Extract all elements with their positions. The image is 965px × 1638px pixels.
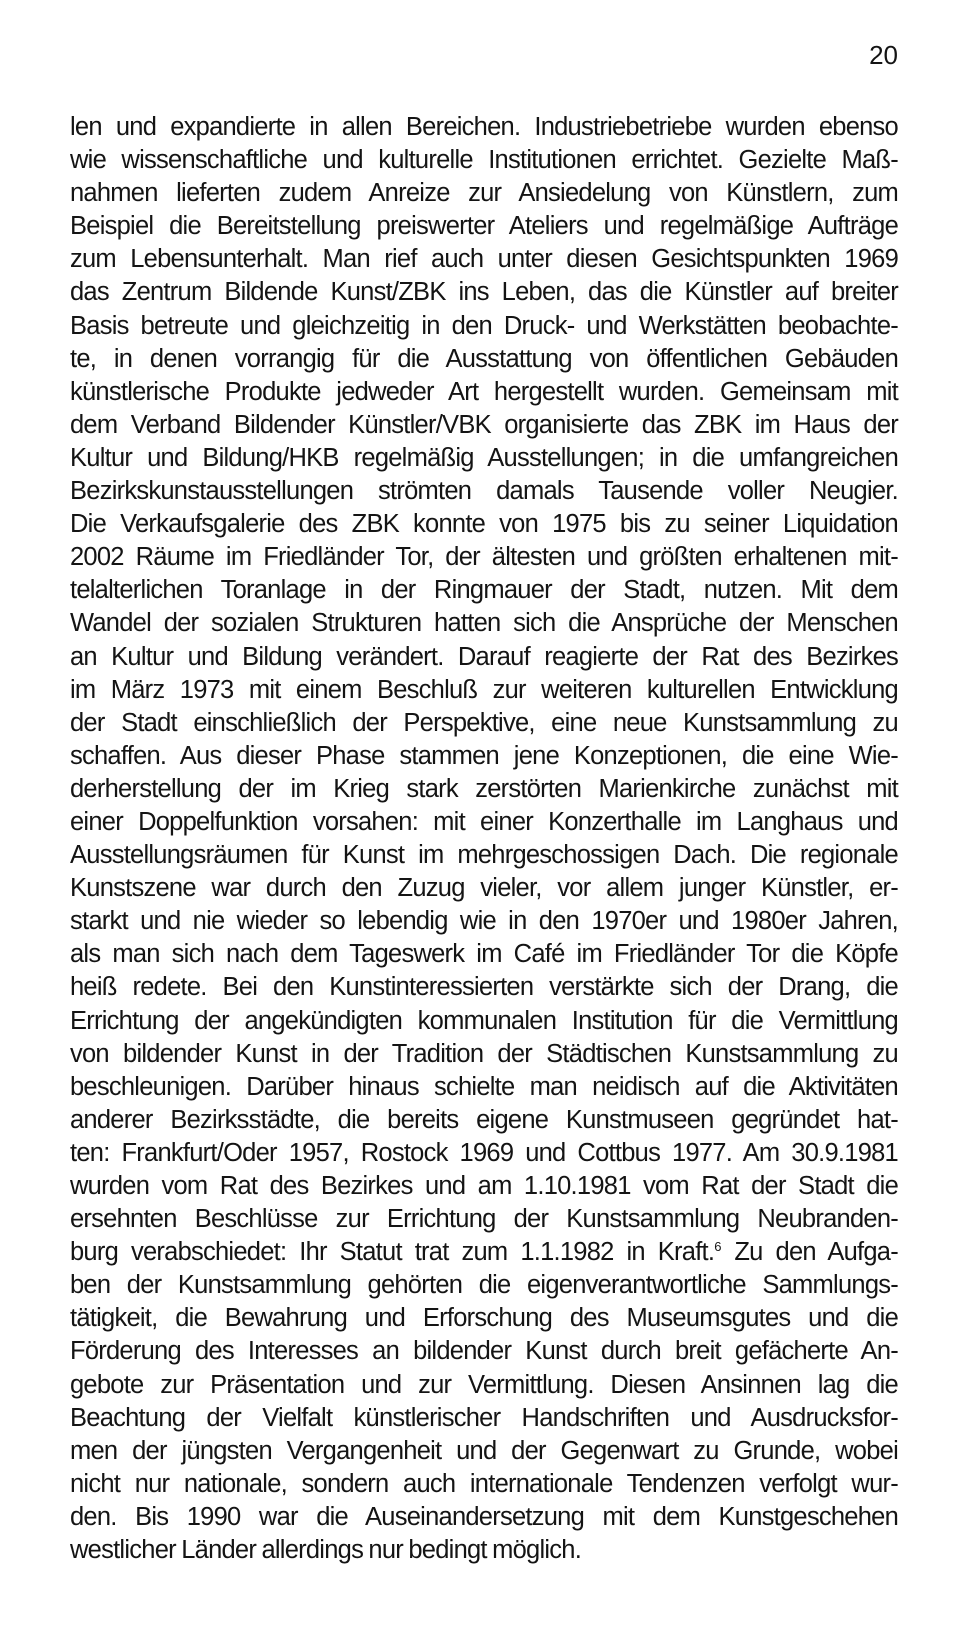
- text-line: an Kultur und Bildung verändert. Darauf reagierte der Rat des Bezirkes: [70, 642, 898, 671]
- paragraph-lines-before-footnote: [70, 111, 898, 1236]
- text-line: das Zentrum Bildende Kunst/ZBK ins Leben, das die Künstler auf breiter: [70, 278, 898, 307]
- text-line: beschleunigen. Darüber hinaus schielte man neidisch auf die Aktivitäten: [70, 1072, 898, 1101]
- text-line: dem Verband Bildender Künstler/VBK organisierte das ZBK im Haus der: [70, 410, 898, 439]
- text-line: Beispiel die Bereitstellung preiswerter Ateliers und regelmäßige Aufträge: [70, 212, 898, 241]
- text-line: Förderung des Interesses an bildender Kunst durch breit gefächerte An-: [70, 1337, 898, 1366]
- text-line: ben der Kunstsammlung gehörten die eigenverantwortliche Sammlungs-: [70, 1271, 898, 1300]
- text-line: nicht nur nationale, sondern auch internationale Tendenzen verfolgt wur-: [70, 1469, 898, 1498]
- text-line: wurden vom Rat des Bezirkes und am 1.10.1981 vom Rat der Stadt die: [70, 1172, 898, 1200]
- text-line: zum Lebensunterhalt. Man rief auch unter diesen Gesichtspunkten 1969: [70, 245, 898, 274]
- paragraph-lines-after-footnote: [70, 1269, 898, 1567]
- text-line: ersehnten Beschlüsse zur Errichtung der Kunstsammlung Neubranden-: [70, 1205, 898, 1234]
- text-line: schaffen. Aus dieser Phase stammen jene Konzeptionen, die eine Wie-: [70, 741, 898, 770]
- text-line: derherstellung der im Krieg stark zerstörten Marienkirche zunächst mit: [70, 774, 898, 803]
- text-line: anderer Bezirksstädte, die bereits eigene Kunstmuseen gegründet hat-: [70, 1105, 898, 1134]
- text-line: Kultur und Bildung/HKB regelmäßig Ausstellungen; in die umfangreichen: [70, 443, 898, 472]
- text-line: telalterlichen Toranlage in der Ringmauer der Stadt, nutzen. Mit dem: [70, 576, 898, 605]
- text-line: von bildender Kunst in der Tradition der Städtischen Kunstsammlung zu: [70, 1039, 898, 1068]
- text-line: ten: Frankfurt/Oder 1957, Rostock 1969 und Cottbus 1977. Am 30.9.1981: [70, 1138, 898, 1167]
- text-line: westlicher Länder allerdings nur bedingt möglich.: [70, 1536, 582, 1565]
- body-text: [70, 111, 898, 1567]
- text-line: tätigkeit, die Bewahrung und Erforschung des Museumsgutes und die: [70, 1304, 898, 1333]
- text-line: men der jüngsten Vergangenheit und der Gegenwart zu Grunde, wobei: [70, 1436, 898, 1465]
- footnote-reference[interactable]: 6: [714, 1239, 722, 1255]
- text-line: Kunstszene war durch den Zuzug vieler, vor allem junger Künstler, er-: [70, 874, 898, 903]
- text-line: Beachtung der Vielfalt künstlerischer Handschriften und Ausdrucksfor-: [70, 1403, 898, 1432]
- text-line: te, in denen vorrangig für die Ausstattung von öffentlichen Gebäuden: [70, 344, 898, 373]
- text-line: der Stadt einschließlich der Perspektive, eine neue Kunstsammlung zu: [70, 708, 898, 737]
- text-line: Bezirkskunstausstellungen strömten damals Tausende voller Neugier.: [70, 477, 898, 506]
- text-line: wie wissenschaftliche und kulturelle Institutionen errichtet. Gezielte Maß-: [70, 146, 898, 175]
- text-line: Errichtung der angekündigten kommunalen Institution für die Vermittlung: [70, 1006, 898, 1035]
- text-line: gebote zur Präsentation und zur Vermittlung. Diesen Ansinnen lag die: [70, 1370, 898, 1399]
- text-line: im März 1973 mit einem Beschluß zur weiteren kulturellen Entwicklung: [70, 675, 898, 704]
- text-line: starkt und nie wieder so lebendig wie in den 1970er und 1980er Jahren,: [70, 907, 898, 936]
- text-line-with-footnote: [70, 1236, 898, 1269]
- text-line: heiß redete. Bei den Kunstinteressierten verstärkte sich der Drang, die: [70, 973, 898, 1002]
- text-line: len und expandierte in allen Bereichen. Industriebetriebe wurden ebenso: [70, 113, 898, 141]
- text-line-part: Zu den Aufga-: [721, 1238, 898, 1267]
- text-line: Basis betreute und gleichzeitig in den Druck- und Werkstätten beobachte-: [70, 311, 898, 340]
- text-line: 2002 Räume im Friedländer Tor, der ältesten und größten erhaltenen mit-: [70, 543, 898, 572]
- text-line: Die Verkaufsgalerie des ZBK konnte von 1975 bis zu seiner Liquidation: [70, 510, 898, 539]
- text-line: künstlerische Produkte jedweder Art hergestellt wurden. Gemeinsam mit: [70, 377, 898, 406]
- text-line: Ausstellungsräumen für Kunst im mehrgeschossigen Dach. Die regionale: [70, 841, 898, 870]
- text-line-part: burg verabschiedet: Ihr Statut trat zum 1.1.1982 in Kraft.: [70, 1238, 715, 1267]
- text-line: den. Bis 1990 war die Auseinandersetzung mit dem Kunstgeschehen: [70, 1502, 898, 1531]
- text-line: nahmen lieferten zudem Anreize zur Ansiedelung von Künstlern, zum: [70, 179, 898, 208]
- text-line: einer Doppelfunktion vorsahen: mit einer Konzerthalle im Langhaus und: [70, 807, 898, 836]
- text-line: Wandel der sozialen Strukturen hatten sich die Ansprüche der Menschen: [70, 609, 898, 638]
- text-line: als man sich nach dem Tageswerk im Café im Friedländer Tor die Köpfe: [70, 940, 898, 969]
- page-number: 20: [869, 40, 898, 70]
